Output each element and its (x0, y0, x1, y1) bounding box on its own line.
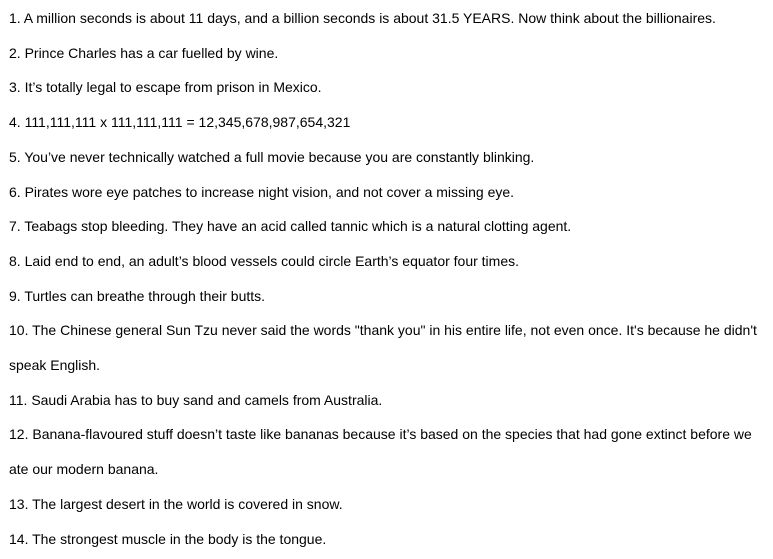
fact-item: 2. Prince Charles has a car fuelled by wine. (9, 44, 279, 61)
fact-item: 12. Banana-flavoured stuff doesn’t taste like bananas because it’s based on the species that had gone extinct before we ate our modern banana. (9, 426, 752, 478)
fact-item: 7. Teabags stop bleeding. They have an acid called tannic which is a natural clotting agent. (9, 218, 572, 235)
fact-item: 8. Laid end to end, an adult’s blood vessels could circle Earth’s equator four times. (9, 252, 520, 269)
fact-item: 11. Saudi Arabia has to buy sand and camels from Australia. (9, 391, 383, 408)
fact-item: 13. The largest desert in the world is covered in snow. (9, 495, 343, 512)
fact-item: 10. The Chinese general Sun Tzu never said the words "thank you" in his entire life, not even once. It's because he didn't speak English. (9, 322, 757, 374)
fact-item: 3. It’s totally legal to escape from prison in Mexico. (9, 79, 322, 96)
fact-item: 6. Pirates wore eye patches to increase night vision, and not cover a missing eye. (9, 183, 515, 200)
fact-item: 14. The strongest muscle in the body is the tongue. (9, 530, 327, 547)
fact-item: 9. Turtles can breathe through their butts. (9, 287, 266, 304)
fact-item: 1. A million seconds is about 11 days, and a billion seconds is about 31.5 YEARS. Now think about the billionaires. (9, 10, 716, 26)
fact-item: 4. 111,111,111 x 111,111,111 = 12,345,678,987,654,321 (9, 114, 351, 131)
fact-item: 5. You’ve never technically watched a full movie because you are constantly blinking. (9, 148, 535, 165)
